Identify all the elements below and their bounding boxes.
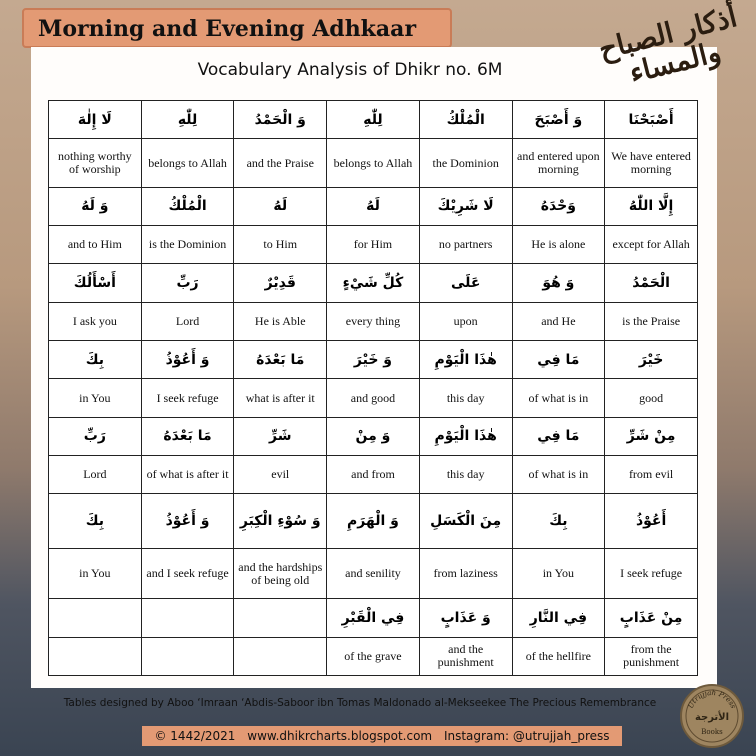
translation-cell: this day <box>419 379 512 417</box>
arabic-row <box>49 341 698 379</box>
translation-row <box>49 456 698 494</box>
arabic-word-cell: وَ عَذَابٍ <box>419 599 512 637</box>
arabic-word-cell: هٰذَا الْيَوْمِ <box>419 341 512 379</box>
translation-cell: He is Able <box>234 302 327 340</box>
calligraphy-title: أذكار الصباح والمساء <box>595 0 741 90</box>
translation-cell: I ask you <box>49 302 142 340</box>
arabic-word-cell: لِلّٰهِ <box>141 101 234 139</box>
page-title: Morning and Evening Adhkaar <box>38 16 417 42</box>
credit-line: Tables designed by Aboo ‘Imraan ‘Abdis-Saboor ibn Tomas Maldonado al-Mekseekee The Precious Remembrance <box>63 697 657 709</box>
arabic-word-cell: بِكَ <box>512 494 605 548</box>
translation-cell: every thing <box>327 302 420 340</box>
translation-row <box>49 548 698 598</box>
seal-text-bottom: Books <box>701 728 723 736</box>
arabic-word-cell: وَحْدَهُ <box>512 187 605 225</box>
translation-cell: belongs to Allah <box>141 139 234 187</box>
translation-cell: from the punishment <box>605 637 698 675</box>
translation-cell: good <box>605 379 698 417</box>
arabic-word-cell: وَ هُوَ <box>512 264 605 302</box>
publisher-seal-logo <box>680 684 744 748</box>
arabic-word-cell: أَسْأَلُكَ <box>49 264 142 302</box>
instagram-handle[interactable]: Instagram: @utrujjah_press <box>443 729 610 743</box>
arabic-word-cell: بِكَ <box>49 494 142 548</box>
translation-cell: Lord <box>141 302 234 340</box>
translation-cell: and from <box>327 456 420 494</box>
arabic-word-cell: رَبِّ <box>49 417 142 455</box>
arabic-word-cell: وَ مِنْ <box>327 417 420 455</box>
arabic-word-cell: إِلَّا اللّٰهُ <box>605 187 698 225</box>
seal-text-middle: الأترجة <box>694 712 730 723</box>
seal-text-top: Utrujjah Press <box>686 688 738 710</box>
arabic-row <box>49 101 698 139</box>
translation-row <box>49 302 698 340</box>
translation-cell: except for Allah <box>605 226 698 264</box>
arabic-word-cell: وَ أَعُوْذُ <box>141 341 234 379</box>
arabic-word-cell: وَ سُوْءِ الْكِبَرِ <box>234 494 327 548</box>
arabic-word-cell: مِنْ شَرِّ <box>605 417 698 455</box>
arabic-word-cell: بِكَ <box>49 341 142 379</box>
arabic-word-cell: لَا شَرِيْكَ <box>419 187 512 225</box>
translation-cell: evil <box>234 456 327 494</box>
arabic-word-cell: مِنَ الْكَسَلِ <box>419 494 512 548</box>
translation-cell: and the Praise <box>234 139 327 187</box>
translation-cell: from evil <box>605 456 698 494</box>
arabic-word-cell: الْمُلْكُ <box>419 101 512 139</box>
translation-cell: is the Dominion <box>141 226 234 264</box>
arabic-row <box>49 264 698 302</box>
translation-cell: and good <box>327 379 420 417</box>
translation-cell <box>49 637 142 675</box>
translation-cell: of what is in <box>512 456 605 494</box>
arabic-word-cell: فِي الْقَبْرِ <box>327 599 420 637</box>
translation-row <box>49 637 698 675</box>
arabic-word-cell: خَيْرَ <box>605 341 698 379</box>
vocabulary-table <box>48 100 698 676</box>
translation-cell: upon <box>419 302 512 340</box>
translation-cell: what is after it <box>234 379 327 417</box>
arabic-word-cell: وَ الْحَمْدُ <box>234 101 327 139</box>
translation-cell: of what is after it <box>141 456 234 494</box>
translation-cell: I seek refuge <box>141 379 234 417</box>
translation-cell: the Dominion <box>419 139 512 187</box>
translation-cell: in You <box>49 548 142 598</box>
arabic-word-cell: مَا فِي <box>512 341 605 379</box>
website-link[interactable]: www.dhikrcharts.blogspot.com <box>247 729 433 743</box>
translation-cell: of the hellfire <box>512 637 605 675</box>
arabic-word-cell: قَدِيْرٌ <box>234 264 327 302</box>
arabic-word-cell: لَا إِلٰهَ <box>49 101 142 139</box>
translation-cell: and He <box>512 302 605 340</box>
translation-cell: from laziness <box>419 548 512 598</box>
copyright: © 1442/2021 <box>154 729 236 743</box>
translation-cell: to Him <box>234 226 327 264</box>
arabic-word-cell <box>141 599 234 637</box>
arabic-word-cell: مَا بَعْدَهُ <box>234 341 327 379</box>
translation-cell: for Him <box>327 226 420 264</box>
arabic-word-cell: وَ خَيْرَ <box>327 341 420 379</box>
translation-row <box>49 379 698 417</box>
translation-cell: in You <box>512 548 605 598</box>
translation-cell: and the hardships of being old <box>234 548 327 598</box>
translation-cell: We have entered morning <box>605 139 698 187</box>
translation-row <box>49 139 698 187</box>
arabic-word-cell: فِي النَّارِ <box>512 599 605 637</box>
arabic-word-cell: كُلِّ شَيْءٍ <box>327 264 420 302</box>
arabic-word-cell: شَرِّ <box>234 417 327 455</box>
arabic-row <box>49 494 698 548</box>
arabic-row <box>49 599 698 637</box>
arabic-word-cell: لِلّٰهِ <box>327 101 420 139</box>
arabic-word-cell: وَ أَصْبَحَ <box>512 101 605 139</box>
translation-cell: belongs to Allah <box>327 139 420 187</box>
arabic-row <box>49 187 698 225</box>
translation-cell: in You <box>49 379 142 417</box>
translation-cell: of what is in <box>512 379 605 417</box>
translation-cell: Lord <box>49 456 142 494</box>
translation-cell: is the Praise <box>605 302 698 340</box>
translation-cell: and I seek refuge <box>141 548 234 598</box>
arabic-word-cell: وَ أَعُوْذُ <box>141 494 234 548</box>
subtitle: Vocabulary Analysis of Dhikr no. 6M <box>197 60 503 80</box>
arabic-word-cell: لَهُ <box>234 187 327 225</box>
arabic-word-cell: لَهُ <box>327 187 420 225</box>
translation-cell: He is alone <box>512 226 605 264</box>
translation-cell: and the punishment <box>419 637 512 675</box>
arabic-row <box>49 417 698 455</box>
arabic-word-cell: الْمُلْكُ <box>141 187 234 225</box>
translation-cell: of the grave <box>327 637 420 675</box>
title-banner <box>22 8 452 48</box>
arabic-word-cell: هٰذَا الْيَوْمِ <box>419 417 512 455</box>
translation-cell: this day <box>419 456 512 494</box>
arabic-word-cell: وَ لَهُ <box>49 187 142 225</box>
arabic-word-cell: رَبِّ <box>141 264 234 302</box>
arabic-word-cell <box>49 599 142 637</box>
arabic-word-cell: أَعُوْذُ <box>605 494 698 548</box>
footer-bar <box>142 726 622 746</box>
translation-row <box>49 226 698 264</box>
arabic-word-cell: الْحَمْدُ <box>605 264 698 302</box>
translation-cell: I seek refuge <box>605 548 698 598</box>
arabic-word-cell: وَ الْهَرَمِ <box>327 494 420 548</box>
arabic-word-cell: أَصْبَحْنَا <box>605 101 698 139</box>
seal-icon <box>682 686 742 746</box>
translation-cell: and entered upon morning <box>512 139 605 187</box>
translation-cell <box>234 637 327 675</box>
translation-cell <box>141 637 234 675</box>
svg-text:Utrujjah Press <box>687 689 738 710</box>
translation-cell: and senility <box>327 548 420 598</box>
arabic-word-cell: مِنْ عَذَابٍ <box>605 599 698 637</box>
translation-cell: nothing worthy of worship <box>49 139 142 187</box>
translation-cell: and to Him <box>49 226 142 264</box>
arabic-word-cell: مَا فِي <box>512 417 605 455</box>
arabic-word-cell: مَا بَعْدَهُ <box>141 417 234 455</box>
translation-cell: no partners <box>419 226 512 264</box>
arabic-word-cell <box>234 599 327 637</box>
arabic-word-cell: عَلَى <box>419 264 512 302</box>
